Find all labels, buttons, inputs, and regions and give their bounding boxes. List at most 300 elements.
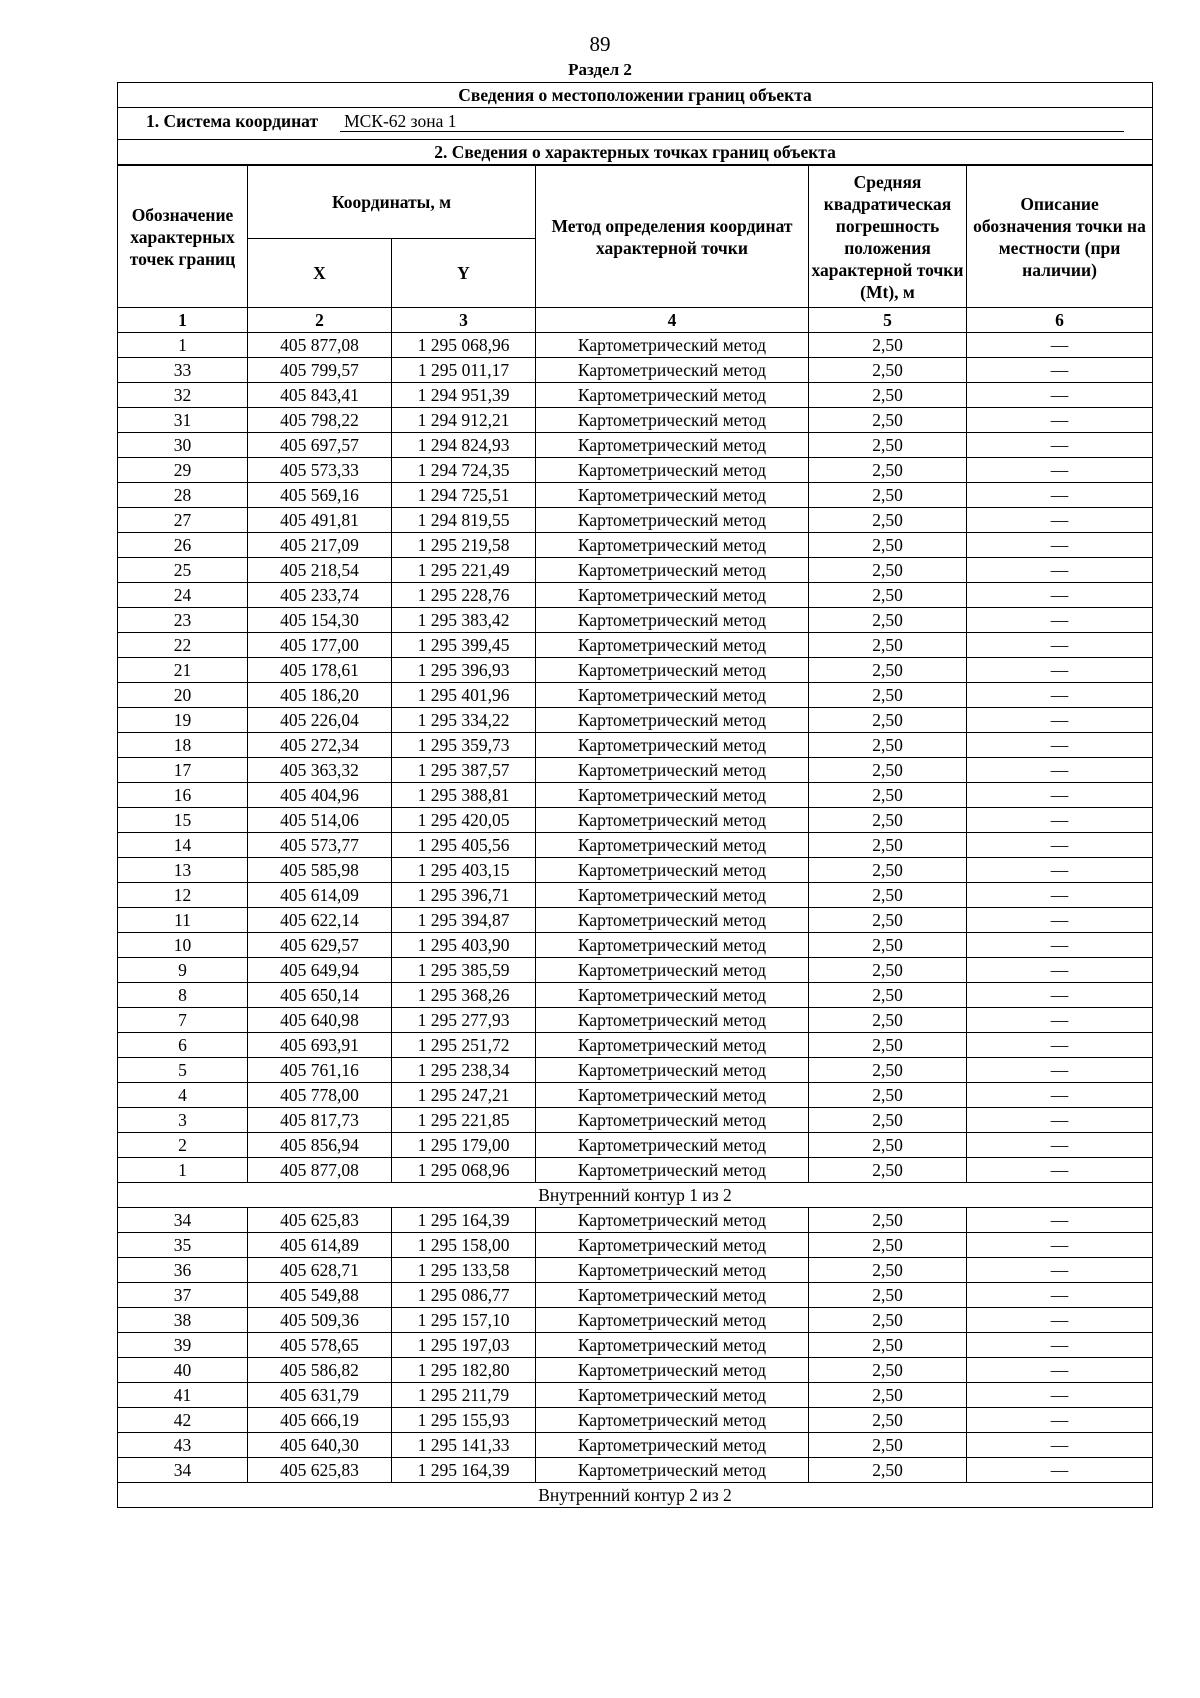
inner-contour-2-label: Внутренний контур 2 из 2: [118, 1483, 1153, 1508]
x-coordinate-cell: 405 628,71: [248, 1258, 392, 1283]
method-cell: Картометрический метод: [536, 558, 809, 583]
x-coordinate-cell: 405 761,16: [248, 1058, 392, 1083]
point-number-cell: 39: [118, 1333, 248, 1358]
error-cell: 2,50: [809, 808, 967, 833]
method-cell: Картометрический метод: [536, 758, 809, 783]
y-coordinate-cell: 1 294 824,93: [392, 433, 536, 458]
description-cell: —: [967, 983, 1153, 1008]
description-cell: —: [967, 1233, 1153, 1258]
x-coordinate-cell: 405 650,14: [248, 983, 392, 1008]
x-coordinate-cell: 405 573,33: [248, 458, 392, 483]
description-cell: —: [967, 1083, 1153, 1108]
description-cell: —: [967, 433, 1153, 458]
table-row: [118, 883, 1153, 908]
description-cell: —: [967, 1433, 1153, 1458]
description-cell: —: [967, 1383, 1153, 1408]
method-cell: Картометрический метод: [536, 1383, 809, 1408]
x-coordinate-cell: 405 177,00: [248, 633, 392, 658]
point-number-cell: 15: [118, 808, 248, 833]
description-cell: —: [967, 408, 1153, 433]
table-row: [118, 1458, 1153, 1483]
y-coordinate-cell: 1 295 228,76: [392, 583, 536, 608]
point-number-cell: 9: [118, 958, 248, 983]
table-row: [118, 1208, 1153, 1233]
x-coordinate-cell: 405 778,00: [248, 1083, 392, 1108]
error-cell: 2,50: [809, 708, 967, 733]
header-point-designation: Обозначение характерных точек границ: [118, 165, 248, 308]
point-number-cell: 2: [118, 1133, 248, 1158]
error-cell: 2,50: [809, 908, 967, 933]
error-cell: 2,50: [809, 1133, 967, 1158]
description-cell: —: [967, 958, 1153, 983]
method-cell: Картометрический метод: [536, 1033, 809, 1058]
error-cell: 2,50: [809, 633, 967, 658]
x-coordinate-cell: 405 697,57: [248, 433, 392, 458]
error-cell: 2,50: [809, 833, 967, 858]
point-number-cell: 38: [118, 1308, 248, 1333]
table-row: [118, 1358, 1153, 1383]
y-coordinate-cell: 1 295 401,96: [392, 683, 536, 708]
point-number-cell: 24: [118, 583, 248, 608]
table-row: [118, 433, 1153, 458]
y-coordinate-cell: 1 295 403,90: [392, 933, 536, 958]
table-row: [118, 1233, 1153, 1258]
x-coordinate-cell: 405 233,74: [248, 583, 392, 608]
x-coordinate-cell: 405 217,09: [248, 533, 392, 558]
y-coordinate-cell: 1 295 011,17: [392, 358, 536, 383]
error-cell: 2,50: [809, 983, 967, 1008]
description-cell: —: [967, 1158, 1153, 1183]
description-cell: —: [967, 1408, 1153, 1433]
table-row: [118, 1433, 1153, 1458]
error-cell: 2,50: [809, 1283, 967, 1308]
method-cell: Картометрический метод: [536, 983, 809, 1008]
method-cell: Картометрический метод: [536, 1158, 809, 1183]
column-number: 2: [248, 308, 392, 333]
error-cell: 2,50: [809, 858, 967, 883]
section-title: Раздел 2: [568, 60, 632, 79]
description-cell: —: [967, 1333, 1153, 1358]
x-coordinate-cell: 405 625,83: [248, 1458, 392, 1483]
method-cell: Картометрический метод: [536, 1208, 809, 1233]
x-coordinate-cell: 405 186,20: [248, 683, 392, 708]
error-cell: 2,50: [809, 583, 967, 608]
method-cell: Картометрический метод: [536, 1058, 809, 1083]
y-coordinate-cell: 1 294 912,21: [392, 408, 536, 433]
y-coordinate-cell: 1 295 359,73: [392, 733, 536, 758]
x-coordinate-cell: 405 585,98: [248, 858, 392, 883]
description-cell: —: [967, 808, 1153, 833]
point-number-cell: 35: [118, 1233, 248, 1258]
method-cell: Картометрический метод: [536, 1458, 809, 1483]
y-coordinate-cell: 1 295 179,00: [392, 1133, 536, 1158]
x-coordinate-cell: 405 178,61: [248, 658, 392, 683]
description-cell: —: [967, 683, 1153, 708]
x-coordinate-cell: 405 629,57: [248, 933, 392, 958]
table-row: [118, 908, 1153, 933]
header-error: Средняя квадратическая погрешность положения характерной точки (Mt), м: [809, 165, 967, 308]
x-coordinate-cell: 405 693,91: [248, 1033, 392, 1058]
table-row: [118, 408, 1153, 433]
method-cell: Картометрический метод: [536, 1008, 809, 1033]
point-number-cell: 26: [118, 533, 248, 558]
x-coordinate-cell: 405 573,77: [248, 833, 392, 858]
point-number-cell: 1: [118, 1158, 248, 1183]
error-cell: 2,50: [809, 883, 967, 908]
table-row: [118, 533, 1153, 558]
y-coordinate-cell: 1 295 403,15: [392, 858, 536, 883]
x-coordinate-cell: 405 404,96: [248, 783, 392, 808]
y-coordinate-cell: 1 295 383,42: [392, 608, 536, 633]
method-cell: Картометрический метод: [536, 933, 809, 958]
description-cell: —: [967, 1308, 1153, 1333]
table-row: [118, 1308, 1153, 1333]
header-x: X: [248, 239, 392, 308]
error-cell: 2,50: [809, 458, 967, 483]
y-coordinate-cell: 1 295 141,33: [392, 1433, 536, 1458]
error-cell: 2,50: [809, 1333, 967, 1358]
x-coordinate-cell: 405 843,41: [248, 383, 392, 408]
x-coordinate-cell: 405 509,36: [248, 1308, 392, 1333]
method-cell: Картометрический метод: [536, 483, 809, 508]
y-coordinate-cell: 1 294 819,55: [392, 508, 536, 533]
method-cell: Картометрический метод: [536, 458, 809, 483]
table-row: [118, 558, 1153, 583]
error-cell: 2,50: [809, 933, 967, 958]
method-cell: Картометрический метод: [536, 883, 809, 908]
y-coordinate-cell: 1 295 155,93: [392, 1408, 536, 1433]
table-row: [118, 383, 1153, 408]
x-coordinate-cell: 405 631,79: [248, 1383, 392, 1408]
error-cell: 2,50: [809, 508, 967, 533]
coord-system-value: МСК-62 зона 1: [340, 111, 1124, 132]
point-number-cell: 28: [118, 483, 248, 508]
y-coordinate-cell: 1 295 197,03: [392, 1333, 536, 1358]
x-coordinate-cell: 405 218,54: [248, 558, 392, 583]
y-coordinate-cell: 1 295 238,34: [392, 1058, 536, 1083]
y-coordinate-cell: 1 295 277,93: [392, 1008, 536, 1033]
table-row: [118, 1083, 1153, 1108]
description-cell: —: [967, 1458, 1153, 1483]
table-row: [118, 633, 1153, 658]
description-cell: —: [967, 1108, 1153, 1133]
method-cell: Картометрический метод: [536, 658, 809, 683]
error-cell: 2,50: [809, 558, 967, 583]
method-cell: Картометрический метод: [536, 1133, 809, 1158]
description-cell: —: [967, 1008, 1153, 1033]
error-cell: 2,50: [809, 1458, 967, 1483]
x-coordinate-cell: 405 614,09: [248, 883, 392, 908]
method-cell: Картометрический метод: [536, 683, 809, 708]
point-number-cell: 12: [118, 883, 248, 908]
y-coordinate-cell: 1 295 211,79: [392, 1383, 536, 1408]
page-number: 89: [589, 32, 611, 56]
method-cell: Картометрический метод: [536, 708, 809, 733]
error-cell: 2,50: [809, 1108, 967, 1133]
description-cell: —: [967, 483, 1153, 508]
method-cell: Картометрический метод: [536, 958, 809, 983]
table-row: [118, 508, 1153, 533]
table-row: [118, 1283, 1153, 1308]
table-row: [118, 683, 1153, 708]
point-number-cell: 23: [118, 608, 248, 633]
description-cell: —: [967, 1358, 1153, 1383]
x-coordinate-cell: 405 272,34: [248, 733, 392, 758]
column-number: 4: [536, 308, 809, 333]
y-coordinate-cell: 1 295 221,49: [392, 558, 536, 583]
x-coordinate-cell: 405 799,57: [248, 358, 392, 383]
y-coordinate-cell: 1 295 394,87: [392, 908, 536, 933]
table-row: [118, 1108, 1153, 1133]
header-coordinates: Координаты, м: [248, 165, 536, 239]
point-number-cell: 17: [118, 758, 248, 783]
x-coordinate-cell: 405 856,94: [248, 1133, 392, 1158]
point-number-cell: 13: [118, 858, 248, 883]
description-cell: —: [967, 783, 1153, 808]
table-row: [118, 783, 1153, 808]
error-cell: 2,50: [809, 483, 967, 508]
table-row: [118, 1133, 1153, 1158]
description-cell: —: [967, 1258, 1153, 1283]
description-cell: —: [967, 758, 1153, 783]
point-number-cell: 32: [118, 383, 248, 408]
table-row: [118, 1258, 1153, 1283]
table-row: [118, 1383, 1153, 1408]
table-row: [118, 708, 1153, 733]
y-coordinate-cell: 1 294 951,39: [392, 383, 536, 408]
coord-system-label: 1. Система координат: [146, 111, 319, 131]
error-cell: 2,50: [809, 1433, 967, 1458]
table-row: [118, 1033, 1153, 1058]
boundary-points-table: [117, 82, 1153, 1508]
method-cell: Картометрический метод: [536, 733, 809, 758]
column-number: 5: [809, 308, 967, 333]
y-coordinate-cell: 1 295 068,96: [392, 333, 536, 358]
error-cell: 2,50: [809, 1233, 967, 1258]
y-coordinate-cell: 1 295 396,93: [392, 658, 536, 683]
table-row: [118, 608, 1153, 633]
error-cell: 2,50: [809, 1408, 967, 1433]
point-number-cell: 8: [118, 983, 248, 1008]
point-number-cell: 20: [118, 683, 248, 708]
method-cell: Картометрический метод: [536, 633, 809, 658]
error-cell: 2,50: [809, 333, 967, 358]
table-row: [118, 983, 1153, 1008]
method-cell: Картометрический метод: [536, 333, 809, 358]
y-coordinate-cell: 1 295 133,58: [392, 1258, 536, 1283]
description-cell: —: [967, 508, 1153, 533]
error-cell: 2,50: [809, 1058, 967, 1083]
error-cell: 2,50: [809, 658, 967, 683]
error-cell: 2,50: [809, 1158, 967, 1183]
error-cell: 2,50: [809, 783, 967, 808]
inner-contour-2-label-row: [118, 1483, 1153, 1508]
error-cell: 2,50: [809, 683, 967, 708]
method-cell: Картометрический метод: [536, 383, 809, 408]
error-cell: 2,50: [809, 1208, 967, 1233]
y-coordinate-cell: 1 294 725,51: [392, 483, 536, 508]
column-number: 6: [967, 308, 1153, 333]
y-coordinate-cell: 1 295 387,57: [392, 758, 536, 783]
description-cell: —: [967, 933, 1153, 958]
table-row: [118, 1008, 1153, 1033]
y-coordinate-cell: 1 295 420,05: [392, 808, 536, 833]
x-coordinate-cell: 405 154,30: [248, 608, 392, 633]
y-coordinate-cell: 1 295 251,72: [392, 1033, 536, 1058]
method-cell: Картометрический метод: [536, 1433, 809, 1458]
description-cell: —: [967, 658, 1153, 683]
table-row: [118, 1158, 1153, 1183]
y-coordinate-cell: 1 295 396,71: [392, 883, 536, 908]
table-row: [118, 933, 1153, 958]
point-number-cell: 41: [118, 1383, 248, 1408]
y-coordinate-cell: 1 295 164,39: [392, 1208, 536, 1233]
method-cell: Картометрический метод: [536, 783, 809, 808]
table-row: [118, 733, 1153, 758]
error-cell: 2,50: [809, 533, 967, 558]
y-coordinate-cell: 1 295 164,39: [392, 1458, 536, 1483]
point-number-cell: 31: [118, 408, 248, 433]
table-row: [118, 1058, 1153, 1083]
header-method: Метод определения координат характерной точки: [536, 165, 809, 308]
error-cell: 2,50: [809, 1033, 967, 1058]
description-cell: —: [967, 908, 1153, 933]
table-row: [118, 958, 1153, 983]
point-number-cell: 37: [118, 1283, 248, 1308]
description-cell: —: [967, 583, 1153, 608]
description-cell: —: [967, 1283, 1153, 1308]
point-number-cell: 19: [118, 708, 248, 733]
description-cell: —: [967, 733, 1153, 758]
x-coordinate-cell: 405 491,81: [248, 508, 392, 533]
x-coordinate-cell: 405 578,65: [248, 1333, 392, 1358]
point-number-cell: 25: [118, 558, 248, 583]
method-cell: Картометрический метод: [536, 1258, 809, 1283]
error-cell: 2,50: [809, 383, 967, 408]
x-coordinate-cell: 405 514,06: [248, 808, 392, 833]
error-cell: 2,50: [809, 608, 967, 633]
point-number-cell: 22: [118, 633, 248, 658]
x-coordinate-cell: 405 614,89: [248, 1233, 392, 1258]
method-cell: Картометрический метод: [536, 908, 809, 933]
x-coordinate-cell: 405 649,94: [248, 958, 392, 983]
y-coordinate-cell: 1 295 368,26: [392, 983, 536, 1008]
description-cell: —: [967, 458, 1153, 483]
point-number-cell: 34: [118, 1458, 248, 1483]
error-cell: 2,50: [809, 358, 967, 383]
method-cell: Картометрический метод: [536, 833, 809, 858]
error-cell: 2,50: [809, 1258, 967, 1283]
x-coordinate-cell: 405 226,04: [248, 708, 392, 733]
table-row: [118, 1408, 1153, 1433]
x-coordinate-cell: 405 877,08: [248, 1158, 392, 1183]
point-number-cell: 10: [118, 933, 248, 958]
x-coordinate-cell: 405 640,98: [248, 1008, 392, 1033]
point-number-cell: 42: [118, 1408, 248, 1433]
x-coordinate-cell: 405 622,14: [248, 908, 392, 933]
method-cell: Картометрический метод: [536, 1233, 809, 1258]
y-coordinate-cell: 1 295 388,81: [392, 783, 536, 808]
point-number-cell: 36: [118, 1258, 248, 1283]
method-cell: Картометрический метод: [536, 1108, 809, 1133]
point-number-cell: 1: [118, 333, 248, 358]
description-cell: —: [967, 633, 1153, 658]
description-cell: —: [967, 708, 1153, 733]
description-cell: —: [967, 558, 1153, 583]
point-number-cell: 4: [118, 1083, 248, 1108]
x-coordinate-cell: 405 877,08: [248, 333, 392, 358]
x-coordinate-cell: 405 569,16: [248, 483, 392, 508]
x-coordinate-cell: 405 640,30: [248, 1433, 392, 1458]
description-cell: —: [967, 333, 1153, 358]
table-row: [118, 333, 1153, 358]
description-cell: —: [967, 1058, 1153, 1083]
method-cell: Картометрический метод: [536, 808, 809, 833]
error-cell: 2,50: [809, 1008, 967, 1033]
method-cell: Картометрический метод: [536, 583, 809, 608]
x-coordinate-cell: 405 817,73: [248, 1108, 392, 1133]
error-cell: 2,50: [809, 408, 967, 433]
description-cell: —: [967, 383, 1153, 408]
description-cell: —: [967, 608, 1153, 633]
table-title: Сведения о местоположении границ объекта: [118, 83, 1153, 108]
y-coordinate-cell: 1 295 068,96: [392, 1158, 536, 1183]
error-cell: 2,50: [809, 1083, 967, 1108]
method-cell: Картометрический метод: [536, 408, 809, 433]
inner-contour-1-label: Внутренний контур 1 из 2: [118, 1183, 1153, 1208]
table-row: [118, 808, 1153, 833]
y-coordinate-cell: 1 295 385,59: [392, 958, 536, 983]
column-number: 1: [118, 308, 248, 333]
method-cell: Картометрический метод: [536, 1408, 809, 1433]
method-cell: Картометрический метод: [536, 358, 809, 383]
y-coordinate-cell: 1 295 158,00: [392, 1233, 536, 1258]
table-row: [118, 758, 1153, 783]
point-number-cell: 29: [118, 458, 248, 483]
description-cell: —: [967, 1033, 1153, 1058]
point-number-cell: 40: [118, 1358, 248, 1383]
point-number-cell: 30: [118, 433, 248, 458]
inner-contour-1-label-row: [118, 1183, 1153, 1208]
x-coordinate-cell: 405 363,32: [248, 758, 392, 783]
error-cell: 2,50: [809, 1383, 967, 1408]
method-cell: Картометрический метод: [536, 858, 809, 883]
table-row: [118, 358, 1153, 383]
y-coordinate-cell: 1 295 086,77: [392, 1283, 536, 1308]
error-cell: 2,50: [809, 433, 967, 458]
point-number-cell: 5: [118, 1058, 248, 1083]
method-cell: Картометрический метод: [536, 533, 809, 558]
x-coordinate-cell: 405 798,22: [248, 408, 392, 433]
y-coordinate-cell: 1 294 724,35: [392, 458, 536, 483]
x-coordinate-cell: 405 666,19: [248, 1408, 392, 1433]
point-number-cell: 34: [118, 1208, 248, 1233]
point-number-cell: 6: [118, 1033, 248, 1058]
x-coordinate-cell: 405 625,83: [248, 1208, 392, 1233]
point-number-cell: 3: [118, 1108, 248, 1133]
method-cell: Картометрический метод: [536, 1308, 809, 1333]
method-cell: Картометрический метод: [536, 1358, 809, 1383]
table-row: [118, 833, 1153, 858]
y-coordinate-cell: 1 295 334,22: [392, 708, 536, 733]
header-y: Y: [392, 239, 536, 308]
point-number-cell: 33: [118, 358, 248, 383]
point-number-cell: 14: [118, 833, 248, 858]
point-number-cell: 21: [118, 658, 248, 683]
table-row: [118, 458, 1153, 483]
method-cell: Картометрический метод: [536, 433, 809, 458]
description-cell: —: [967, 533, 1153, 558]
